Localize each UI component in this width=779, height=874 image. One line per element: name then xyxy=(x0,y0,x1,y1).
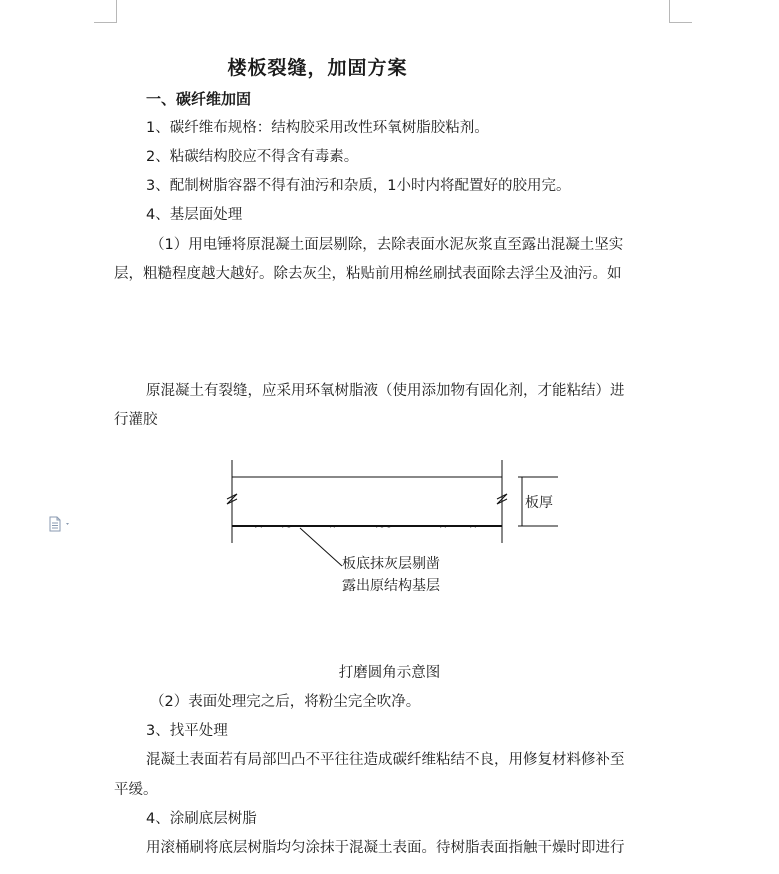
paragraph-line: （2）表面处理完之后，将粉尘完全吹净。 xyxy=(150,694,421,710)
callout-label-line1: 板底抹灰层剔凿 xyxy=(342,556,440,572)
paragraph-line: 行灌胶 xyxy=(114,412,158,428)
paragraph-line: 层，粗糙程度越大越好。除去灰尘，粘贴前用棉丝刷拭表面除去浮尘及油污。如 xyxy=(114,266,622,282)
document-icon[interactable] xyxy=(48,516,74,532)
slab-diagram xyxy=(200,455,580,605)
paragraph-line: （1）用电锤将原混凝土面层剔除，去除表面水泥灰浆直至露出混凝土坚实 xyxy=(150,237,624,253)
callout-label-line2: 露出原结构基层 xyxy=(342,578,440,594)
paragraph-line: 4、基层面处理 xyxy=(146,207,243,223)
document-title: 楼板裂缝，加固方案 xyxy=(227,57,408,79)
paragraph-line: 混凝土表面若有局部凹凸不平往往造成碳纤维粘结不良，用修复材料修补至 xyxy=(146,752,625,768)
paragraph-line: 3、找平处理 xyxy=(146,723,228,739)
paragraph-line: 平缓。 xyxy=(114,782,158,798)
paragraph-line: 4、涂刷底层树脂 xyxy=(146,811,257,827)
section-heading: 一、碳纤维加固 xyxy=(146,90,252,108)
callout-leader xyxy=(300,528,342,566)
paragraph-line: 2、粘碳结构胶应不得含有毒素。 xyxy=(146,149,359,165)
paragraph-line: 1、碳纤维布规格：结构胶采用改性环氧树脂胶粘剂。 xyxy=(146,120,489,136)
paragraph-line: 3、配制树脂容器不得有油污和杂质，1小时内将配置好的胶用完。 xyxy=(146,178,571,194)
paragraph-line: 用滚桶刷将底层树脂均匀涂抹于混凝土表面。待树脂表面指触干燥时即进行 xyxy=(146,840,625,856)
page-corner-mark-top-left xyxy=(94,0,117,23)
thickness-label: 板厚 xyxy=(525,495,553,511)
paragraph-line: 原混凝土有裂缝，应采用环氧树脂液（使用添加物有固化剂，才能粘结）进 xyxy=(146,383,625,399)
page-corner-mark-top-right xyxy=(669,0,692,23)
figure-caption: 打磨圆角示意图 xyxy=(338,665,441,681)
